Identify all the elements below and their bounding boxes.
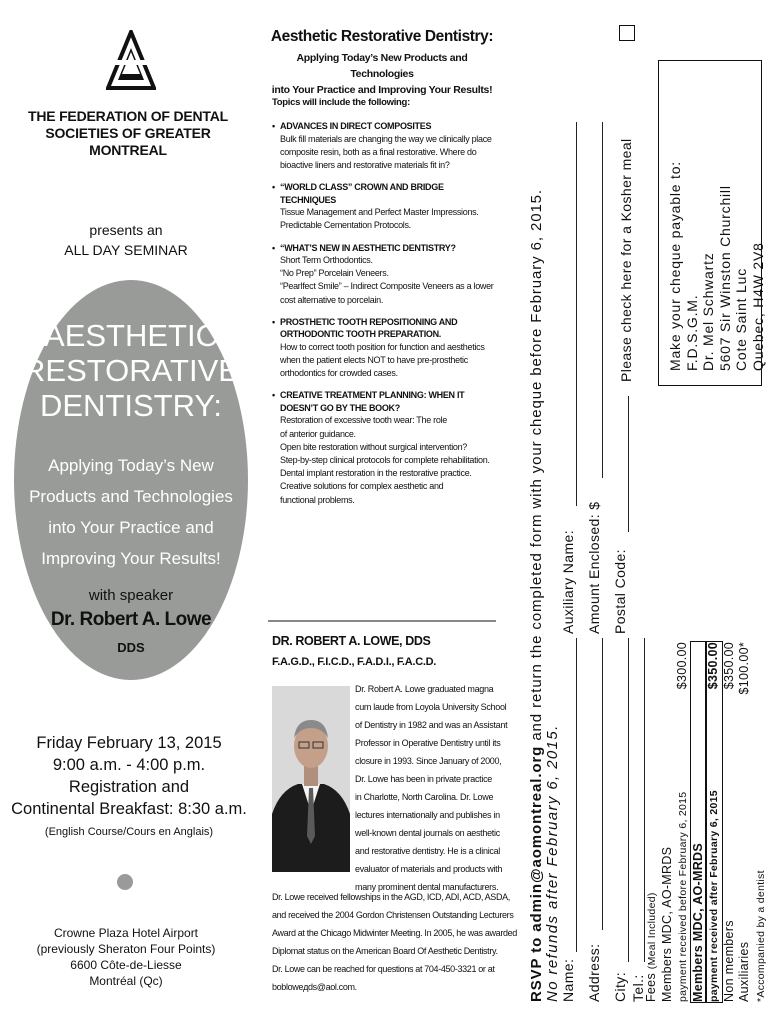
bio-credentials: F.A.G.D., F.I.C.D., F.A.D.I., F.A.C.D. (272, 656, 436, 668)
kosher-meal-checkbox[interactable] (619, 25, 635, 41)
topic-description-line: cost alternative to porcelain. (280, 294, 384, 305)
topic-description-line: “No Prep” Porcelain Veneers. (280, 268, 389, 279)
topic-description-line: of anterior guidance. (280, 428, 356, 439)
speaker-degree: DDS (117, 640, 145, 655)
topic-description-line: when the patient elects NOT to have pre-prosthetic (280, 355, 468, 366)
rsvp-rest: and return the completed form with your cheque before February 6, 2015. (528, 189, 545, 746)
bio-paragraph (355, 680, 508, 896)
topic-heading: • “WHAT’S NEW IN AESTHETIC DENTISTRY? (272, 242, 496, 255)
fee-row (722, 642, 738, 1002)
fees-table (644, 642, 768, 1002)
topic-description-line: Predictable Cementation Protocols. (280, 220, 411, 231)
fee-row (753, 642, 769, 1002)
bio-line: closure in 1993. Since January of 2000, (355, 756, 502, 766)
auxiliary-name-field[interactable] (576, 122, 577, 506)
topic-description-line: Restoration of excessive tooth wear: The role (280, 415, 447, 426)
bio-line: many prominent dental manufacturers. (355, 882, 499, 892)
no-refunds-notice: No refunds after February 6, 2015. (544, 724, 561, 1002)
topic-description-line: bioactive liners and restorative materials fit in? (280, 159, 450, 170)
fee-row (737, 642, 753, 1002)
payable-line: Make your cheque payable to: (667, 161, 683, 371)
all-day-seminar-text: ALL DAY SEMINAR (64, 242, 188, 258)
topic-item (272, 181, 496, 232)
topics-intro: Topics will include the following: (272, 97, 410, 108)
tel-label: Tel.: (630, 974, 646, 1002)
rsvp-email[interactable]: RSVP to admin@aomontreal.org (528, 745, 545, 1002)
presents-text: presents an (89, 222, 163, 238)
payable-line: Dr. Mel Schwartz (700, 252, 716, 371)
topic-description-line: Step-by-step clinical protocols for complete rehabilitation. (280, 455, 490, 466)
organization-name (8, 108, 248, 159)
topic-description-line: How to correct tooth position for function and aesthetics (280, 341, 485, 352)
payable-line: 5607 Sir Winston Churchill (716, 185, 733, 371)
amount-enclosed-label: Amount Enclosed: $ (586, 501, 602, 634)
topic-description-line: Dental implant restoration in the restorative practice. (280, 468, 472, 479)
amount-enclosed-field[interactable] (602, 122, 603, 478)
name-field[interactable] (576, 638, 577, 952)
bio-extra-line: Dr. Lowe received fellowships in the AGD, ICD, ADI, ACD, ASDA, (272, 892, 510, 902)
fee-row (706, 642, 722, 1002)
payable-to-box (658, 60, 766, 386)
event-date: Friday February 13, 2015 (36, 734, 222, 752)
topics-list (272, 120, 496, 516)
fee-amount: $350.00 (721, 642, 736, 690)
bio-extra-line: Diplomat status on the American Board Of Aesthetic Dentistry. (272, 946, 498, 956)
bio-line: in Charlotte, North Carolina. Dr. Lowe (355, 792, 494, 802)
topic-item (272, 242, 496, 307)
topic-heading: • CREATIVE TREATMENT PLANNING: WHEN IT DOESN’T GO BY THE BOOK? (272, 389, 496, 414)
fee-amount: $100.00* (737, 642, 751, 695)
bio-line: of Dentistry in 1982 and was an Assistant (355, 720, 508, 730)
bio-line: Dr. Robert A. Lowe graduated magna (355, 684, 494, 694)
seminar-subtitle: Applying Today’s New Products and Technologies into Your Practice and Improving Your Results! (29, 456, 233, 568)
bio-extra-line: and received the 2004 Gordon Christensen Outstanding Lecturers (272, 910, 514, 920)
details-title: Aesthetic Restorative Dentistry: (270, 28, 494, 45)
registration-form-rotated (510, 2, 770, 1002)
city-label: City: (612, 972, 628, 1002)
fee-row (660, 642, 676, 1002)
bio-line: evaluator of materials and products with (355, 864, 503, 874)
topic-item (272, 120, 496, 172)
org-name-line: THE FEDERATION OF DENTAL (27, 108, 228, 124)
topic-description-line: Bulk fill materials are changing the way we clinically place (280, 133, 492, 144)
bio-extra-line: bobloweдds@aol.com. (272, 982, 357, 992)
fee-row (691, 642, 707, 1002)
payable-line: Quebec, H4W 2V8 (749, 242, 766, 371)
event-details (0, 732, 258, 840)
topic-description-line: orthodontics for crowded cases. (280, 368, 398, 379)
kosher-meal-label: Please check here for a Kosher meal (618, 138, 634, 382)
bio-line: Professor in Operative Dentistry until its (355, 738, 501, 748)
speaker-portrait-icon (272, 686, 350, 872)
with-speaker-text: with speaker (88, 587, 174, 604)
seminar-details (268, 0, 517, 1024)
topic-heading: • PROSTHETIC TOOTH REPOSITIONING AND ORTHODONTIC TOOTH PREPARATION. (272, 316, 496, 341)
bio-extra-line: Award at the Chicago Midwinter Meeting. In 2005, he was awarded (272, 928, 517, 938)
details-subtitle: Applying Today’s New Products and Technologies into Your Practice and Improving Your Results! (271, 52, 493, 96)
section-divider (268, 620, 496, 622)
event-breakfast: Continental Breakfast: 8:30 a.m. (11, 800, 247, 818)
auxiliary-name-label: Auxiliary Name: (560, 529, 576, 634)
topic-description-line: composite resin, both as a final restorative. Where do (280, 146, 477, 157)
name-label: Name: (560, 958, 576, 1002)
venue-line: Crowne Plaza Hotel Airport (53, 926, 199, 940)
event-time: 9:00 a.m. - 4:00 p.m. (52, 756, 206, 774)
fee-amount: $300.00 (675, 642, 689, 690)
fee-label: Auxiliaries (737, 941, 751, 1002)
fee-amount: $350.00 (706, 642, 720, 690)
speaker-name: Dr. Robert A. Lowe (50, 609, 212, 630)
topic-description-line: Tissue Management and Perfect Master Impressions. (280, 207, 479, 218)
topic-description-line: Short Term Orthodontics. (280, 255, 373, 266)
address-label: Address: (586, 943, 602, 1002)
registration-form (510, 0, 770, 1024)
bio-line: lectures internationally and publishes in (355, 810, 500, 820)
fee-rows (660, 642, 769, 1002)
fee-label: Non members (721, 920, 736, 1002)
fees-header (644, 642, 660, 1002)
payable-line: F.D.S.G.M. (683, 294, 700, 371)
rsvp-instructions (528, 189, 545, 1002)
event-registration: Registration and (68, 778, 190, 796)
bio-line: Dr. Lowe has been in private practice (355, 774, 492, 784)
topic-description-line: functional problems. (280, 494, 355, 505)
city-field[interactable] (628, 638, 629, 962)
federation-logo-icon (106, 30, 156, 92)
seminar-title: AESTHETIC RESTORATIVE DENTISTRY: (23, 318, 239, 423)
event-language: (English Course/Cours en Anglais) (44, 826, 214, 838)
topic-item (272, 316, 496, 381)
venue-address (0, 925, 252, 989)
venue-line: Montréal (Qc) (89, 974, 163, 988)
fee-label: *Accompanied by a dentist (754, 870, 767, 1002)
venue-line: 6600 Côte-de-Liesse (70, 958, 182, 972)
bio-line: cum laude from Loyola University School (355, 702, 507, 712)
bio-paragraph-extra (272, 888, 517, 996)
topic-item (272, 389, 496, 506)
postal-code-label: Postal Code: (612, 549, 628, 634)
org-name-line: SOCIETIES OF GREATER MONTREAL (45, 125, 211, 158)
topic-description-line: Open bite restoration without surgical intervention? (280, 441, 468, 452)
topic-description-line: Creative solutions for complex aesthetic and (280, 481, 444, 492)
fee-label: Members MDC, AO-MRDS (690, 842, 705, 1002)
bio-line: well-known dental journals on aesthetic (355, 828, 500, 838)
bio-extra-line: Dr. Lowe can be reached for questions at 704-450-3321 or at (272, 964, 495, 974)
topic-description-line: “Pearlfect Smile” – Indirect Composite Veneers as a lower (280, 281, 494, 292)
fee-row (675, 642, 691, 1002)
fees-label: Fees (644, 973, 658, 1002)
speaker-photo (272, 686, 350, 872)
fee-label: payment received before February 6, 2015 (677, 791, 689, 1002)
address-field[interactable] (602, 638, 603, 930)
topic-heading: • ADVANCES IN DIRECT COMPOSITES (272, 120, 496, 133)
decorative-dot (117, 874, 133, 890)
payable-line: Cote Saint Luc (733, 267, 749, 371)
seminar-flyer-left (0, 0, 258, 1024)
fees-note: (Meal Included) (646, 892, 658, 970)
topic-heading: • “WORLD CLASS” CROWN AND BRIDGE TECHNIQUES (272, 181, 496, 206)
fee-label: payment received after February 6, 2015 (708, 790, 720, 1002)
bio-name: DR. ROBERT A. LOWE, DDS (272, 634, 431, 648)
venue-line: (previously Sheraton Four Points) (36, 942, 216, 956)
bio-line: and restorative dentistry. He is a clinical (355, 846, 501, 856)
fee-label: Members MDC, AO-MRDS (659, 846, 674, 1002)
postal-code-field[interactable] (628, 396, 629, 532)
